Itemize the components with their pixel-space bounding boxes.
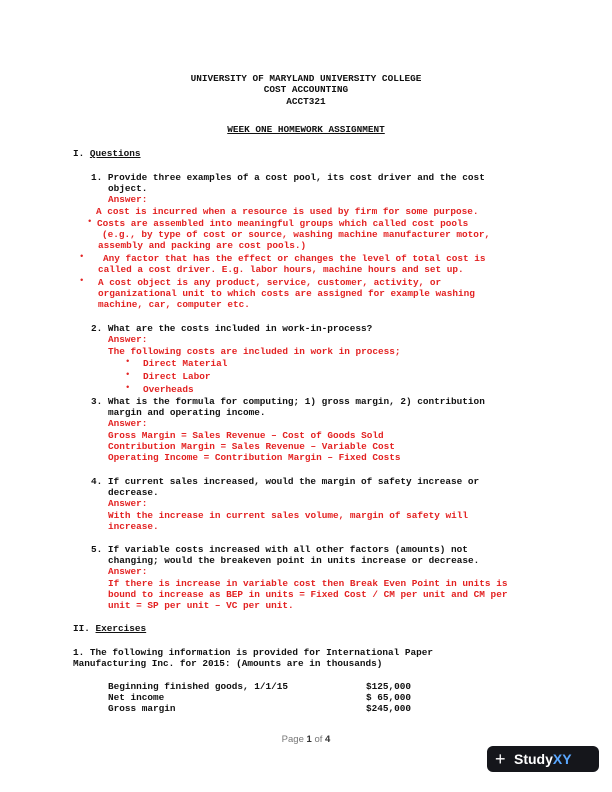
bullet-icon: • [79, 252, 85, 262]
bullet-icon: • [125, 370, 131, 380]
answer-label: Answer: [108, 566, 148, 577]
course-title: COST ACCOUNTING [263, 84, 349, 95]
bullet-icon: • [87, 217, 93, 227]
page-number: Page 1 of 4 [281, 734, 331, 745]
table-row-value: $125,000 [366, 681, 412, 692]
section-title: Exercises [95, 623, 147, 634]
section-number: I. [73, 148, 85, 159]
question-4: 4. If current sales increased, would the margin of safety increase or [91, 476, 480, 487]
question-2: 2. What are the costs included in work-in-process? [91, 323, 373, 334]
answer-line: increase. [108, 521, 159, 532]
answer-line: unit = SP per unit – VC per unit. [108, 600, 294, 611]
answer-line: called a cost driver. E.g. labor hours, machine hours and set up. [98, 264, 464, 275]
exercise-1-cont: Manufacturing Inc. for 2015: (Amounts are in thousands) [73, 658, 383, 669]
answer-line: Any factor that has the effect or changes the level of total cost is [103, 253, 486, 264]
answer-line: Costs are assembled into meaningful groups which called cost pools [97, 218, 469, 229]
bullet-icon: • [125, 383, 131, 393]
table-row-label: Net income [108, 692, 165, 703]
answer-label: Answer: [108, 498, 148, 509]
question-1-cont: object. [108, 183, 148, 194]
question-3-cont: margin and operating income. [108, 407, 266, 418]
bullet-icon: • [79, 276, 85, 286]
assignment-title: WEEK ONE HOMEWORK ASSIGNMENT [227, 124, 385, 135]
answer-line: organizational unit to which costs are assigned for example washing [98, 288, 475, 299]
list-item: Overheads [143, 384, 194, 395]
answer-line: Operating Income = Contribution Margin – Fixed Costs [108, 452, 401, 463]
list-item: Direct Material [143, 358, 228, 369]
table-row-label: Beginning finished goods, 1/1/15 [108, 681, 289, 692]
exercise-1: 1. The following information is provided for International Paper [73, 647, 434, 658]
section-heading-questions [73, 148, 141, 159]
answer-line: A cost is incurred when a resource is used by firm for some purpose. [96, 206, 479, 217]
answer-label: Answer: [108, 334, 148, 345]
answer-label: Answer: [108, 418, 148, 429]
answer-line: The following costs are included in work in process; [108, 346, 401, 357]
answer-line: Gross Margin = Sales Revenue – Cost of Goods Sold [108, 430, 384, 441]
table-row-label: Gross margin [108, 703, 176, 714]
section-number: II. [73, 623, 90, 634]
question-1: 1. Provide three examples of a cost pool, its cost driver and the cost [91, 172, 485, 183]
studyxy-logo-text: StudyXY [514, 751, 572, 767]
bullet-icon: • [125, 357, 131, 367]
table-row-value: $245,000 [366, 703, 412, 714]
answer-line: bound to increase as BEP in units = Fixed Cost / CM per unit and CM per [108, 589, 508, 600]
answer-line: machine, car, computer etc. [98, 299, 250, 310]
section-heading-exercises [73, 623, 146, 634]
question-4-cont: decrease. [108, 487, 159, 498]
answer-line: If there is increase in variable cost then Break Even Point in units is [108, 578, 508, 589]
question-3: 3. What is the formula for computing; 1) gross margin, 2) contribution [91, 396, 485, 407]
table-row-value: $ 65,000 [366, 692, 412, 703]
answer-line: assembly and packing are cost pools.) [98, 240, 307, 251]
section-title: Questions [89, 148, 141, 159]
plus-icon: + [495, 749, 506, 769]
question-5: 5. If variable costs increased with all other factors (amounts) not [91, 544, 468, 555]
list-item: Direct Labor [143, 371, 211, 382]
question-5-cont: changing; would the breakeven point in units increase or decrease. [108, 555, 480, 566]
answer-line: (e.g., by type of cost or source, washing machine manufacturer motor, [102, 229, 491, 240]
answer-label: Answer: [108, 194, 148, 205]
answer-line: A cost object is any product, service, customer, activity, or [98, 277, 442, 288]
university-title: UNIVERSITY OF MARYLAND UNIVERSITY COLLEGE [190, 73, 422, 84]
answer-line: Contribution Margin = Sales Revenue – Variable Cost [108, 441, 395, 452]
course-code: ACCT321 [286, 96, 326, 107]
studyxy-badge[interactable] [487, 746, 599, 772]
answer-line: With the increase in current sales volume, margin of safety will [108, 510, 469, 521]
